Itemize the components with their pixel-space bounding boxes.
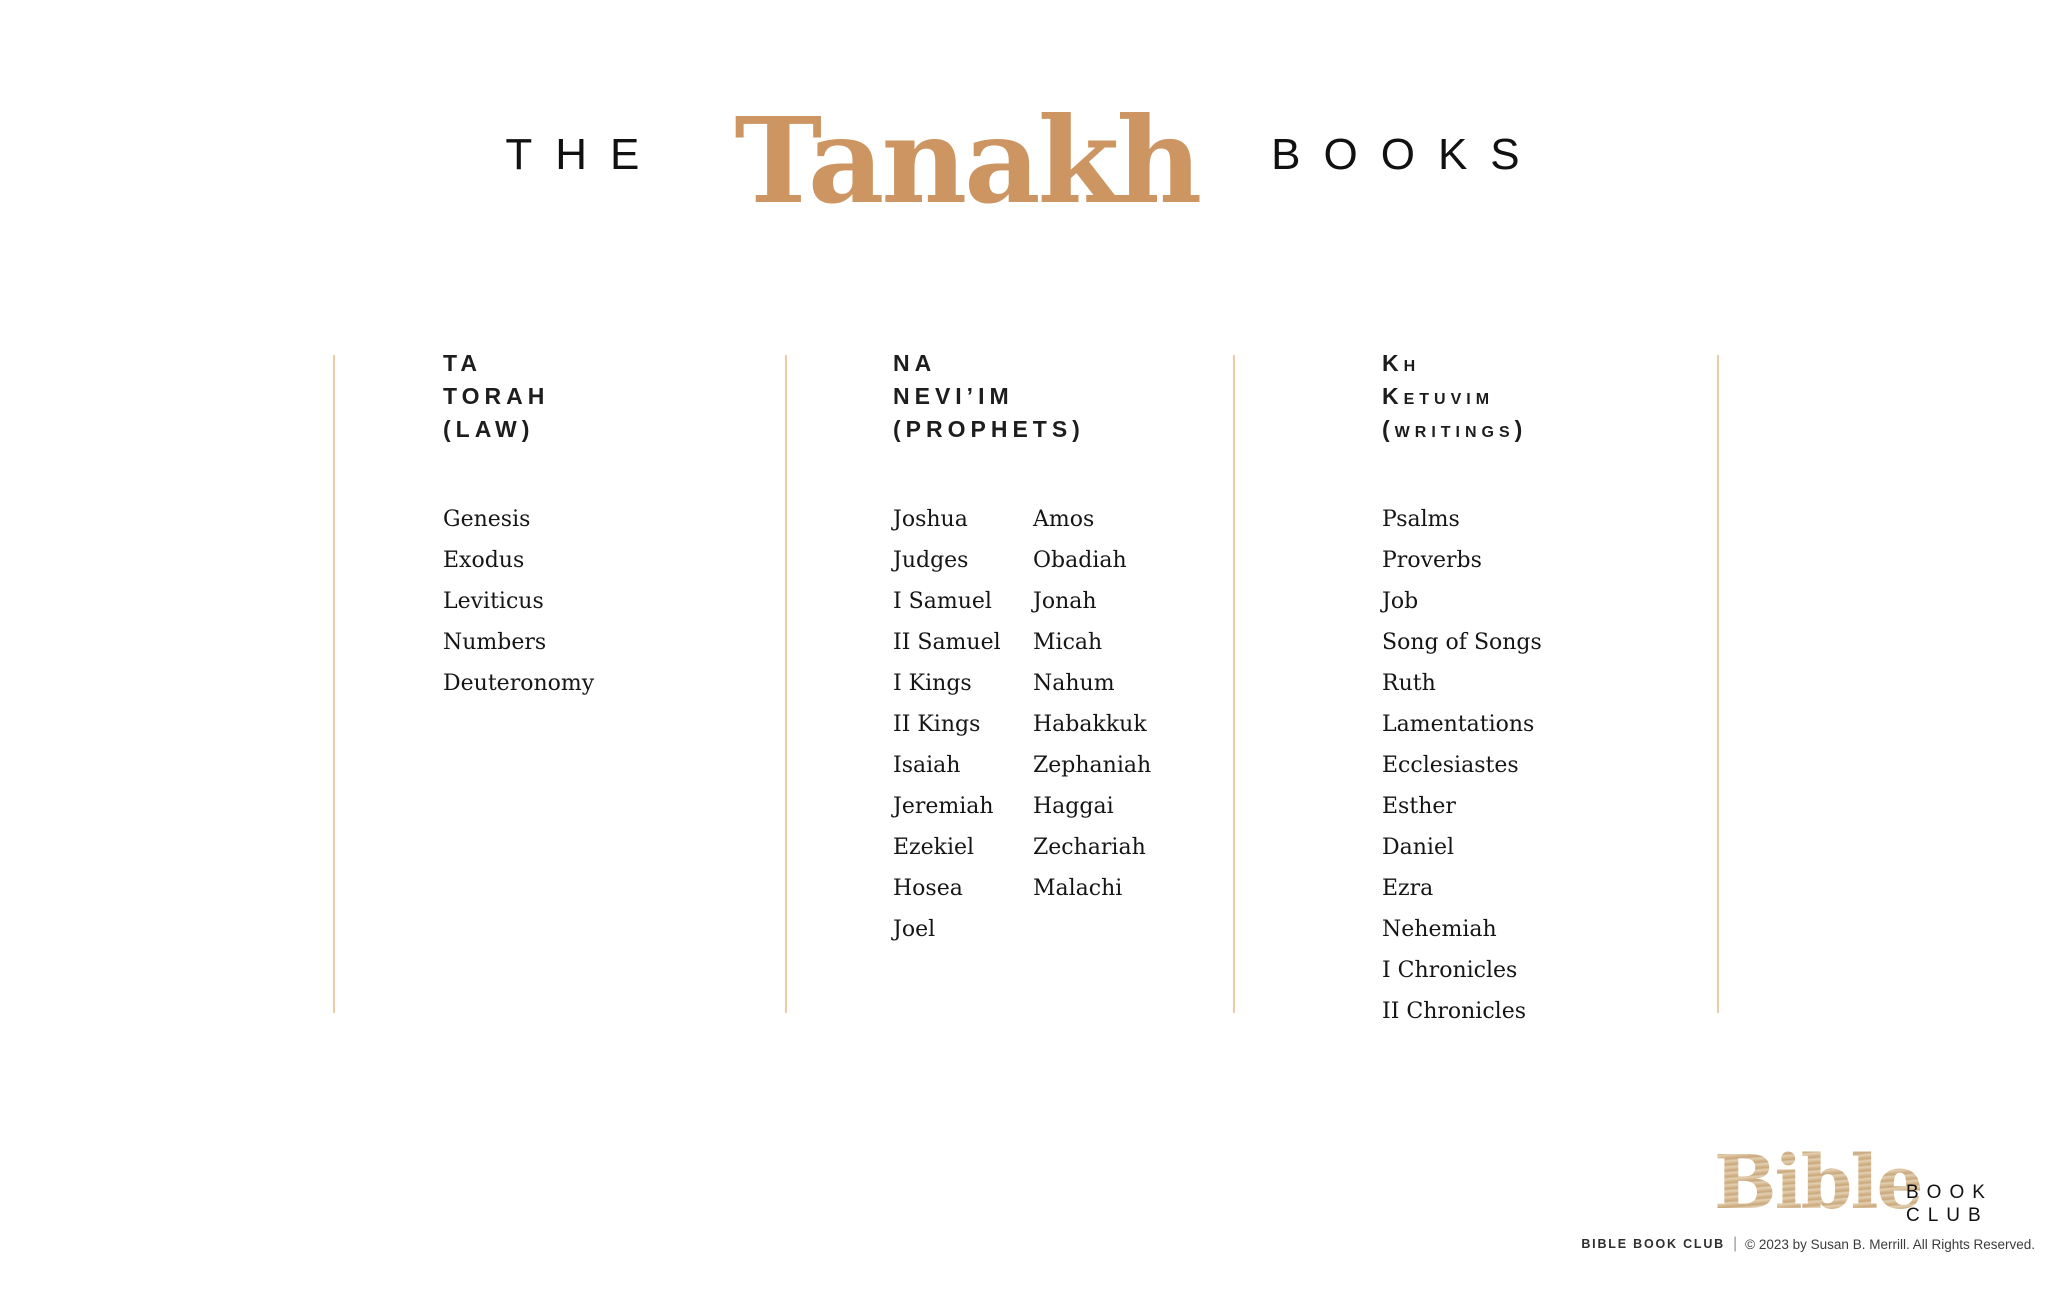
book-item: II Chronicles (1382, 999, 1527, 1024)
ketuvim-abbr: Kh (1382, 350, 1421, 376)
column-divider-1 (333, 355, 335, 1013)
book-item: Judges (893, 548, 969, 573)
book-item: Zechariah (1033, 835, 1146, 860)
ketuvim-name: Ketuvim (1382, 383, 1495, 409)
neviim-name: NEVI’IM (893, 383, 1014, 409)
neviim-subtitle: (PROPHETS) (893, 416, 1085, 442)
book-item: I Samuel (893, 589, 992, 614)
bible-book-club-logo: Bible (1714, 1140, 1922, 1226)
book-item: Isaiah (893, 753, 961, 778)
column-divider-4 (1717, 355, 1719, 1013)
book-item: Hosea (893, 876, 963, 901)
torah-name: TORAH (443, 383, 550, 409)
neviim-book-list-left (893, 499, 1001, 950)
book-item: Habakkuk (1033, 712, 1147, 737)
neviim-abbr: NA (893, 350, 937, 376)
book-item: Haggai (1033, 794, 1114, 819)
logo-line-club: CLUB (1906, 1205, 1989, 1226)
book-item: Ezekiel (893, 835, 975, 860)
book-item: Psalms (1382, 507, 1460, 532)
ketuvim-book-list (1382, 499, 1542, 1032)
column-divider-3 (1233, 355, 1235, 1013)
neviim-header (893, 347, 1085, 446)
book-item: I Chronicles (1382, 958, 1518, 983)
book-item: II Samuel (893, 630, 1001, 655)
book-item: Daniel (1382, 835, 1455, 860)
book-item: Ruth (1382, 671, 1436, 696)
book-item: Exodus (443, 548, 525, 573)
torah-subtitle: (LAW) (443, 416, 535, 442)
book-item: Malachi (1033, 876, 1123, 901)
torah-book-list (443, 499, 594, 704)
book-item: Genesis (443, 507, 531, 532)
book-item: Proverbs (1382, 548, 1482, 573)
copyright-separator: | (1733, 1235, 1738, 1252)
book-item: Esther (1382, 794, 1456, 819)
title-pre: THE (505, 130, 663, 179)
book-item: Jonah (1033, 589, 1097, 614)
book-item: Obadiah (1033, 548, 1127, 573)
book-item: Ecclesiastes (1382, 753, 1519, 778)
bible-book-club-logo-text (1906, 1181, 1993, 1227)
book-item: Ezra (1382, 876, 1434, 901)
book-item: Nehemiah (1382, 917, 1497, 942)
book-item: Deuteronomy (443, 671, 595, 696)
ketuvim-subtitle: (writings) (1382, 416, 1528, 442)
book-item: II Kings (893, 712, 981, 737)
title-main-blackletter: Tanakh (734, 91, 1200, 230)
page-title (0, 50, 2048, 260)
torah-abbr: TA (443, 350, 482, 376)
book-item: Leviticus (443, 589, 544, 614)
copyright-text: © 2023 by Susan B. Merrill. All Rights Reserved. (1745, 1236, 2035, 1252)
book-item: Zephaniah (1033, 753, 1152, 778)
logo-line-book: BOOK (1906, 1182, 1993, 1203)
book-item: Jeremiah (893, 794, 994, 819)
book-item: Amos (1033, 507, 1095, 532)
column-divider-2 (785, 355, 787, 1013)
book-item: Nahum (1033, 671, 1115, 696)
book-item: Micah (1033, 630, 1103, 655)
torah-header (443, 347, 549, 446)
book-item: Numbers (443, 630, 547, 655)
ketuvim-header (1382, 347, 1527, 446)
copyright-brand: BIBLE BOOK CLUB (1581, 1237, 1726, 1251)
book-item: Joshua (893, 507, 968, 532)
book-item: Joel (893, 917, 936, 942)
book-item: Lamentations (1382, 712, 1535, 737)
book-item: I Kings (893, 671, 972, 696)
copyright-line (1581, 1235, 2035, 1253)
neviim-book-list-right (1033, 499, 1151, 909)
book-item: Song of Songs (1382, 630, 1542, 655)
title-post: BOOKS (1271, 130, 1543, 179)
book-item: Job (1382, 589, 1419, 614)
